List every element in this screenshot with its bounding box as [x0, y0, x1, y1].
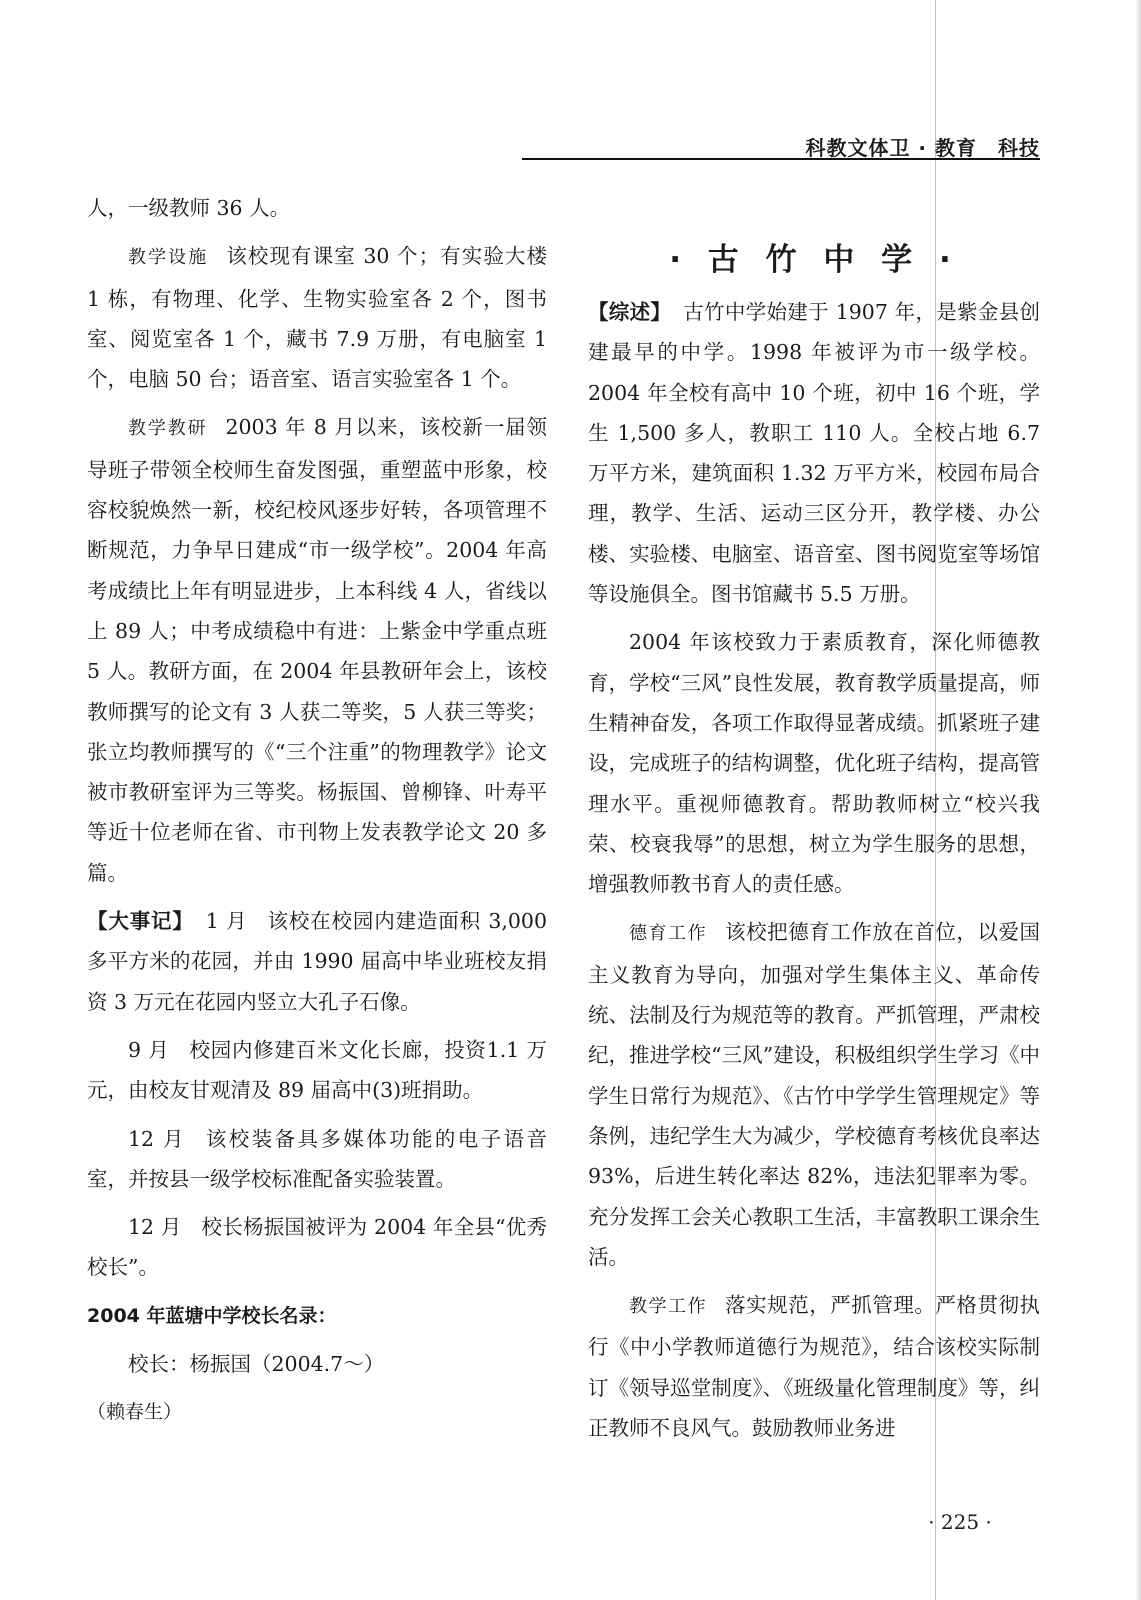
section-keyword: 教学教研: [128, 418, 208, 440]
paragraph-text: 校长杨振国被评为 2004 年全县“优秀校长”。: [87, 1215, 547, 1280]
event-month: 1 月: [205, 909, 248, 934]
paragraph: 2004 年该校致力于素质教育，深化师德教育，学校“三风”良性发展，教育教学质量提高，师生精神奋发，各项工作取得显著成绩。抓紧班子建设，完成班子的结构调整，优化班子结构，提高管理水平。重视师德教育。帮助教师树立“校兴我荣、校衰我辱”的思想，树立为学生服务的思想，增强教师教书育人的责任感。: [588, 630, 1040, 897]
paragraph-text: 落实规范，严抓管理。严格贯彻执行《中小学教师道德行为规范》，结合该校实际制订《领导巡堂制度》、《班级量化管理制度》等，纠正教师不良风气。鼓励教师业务进: [588, 1293, 1041, 1441]
paragraph-text: 该校装备具多媒体功能的电子语音室，并按县一级学校标准配备实验装置。: [87, 1126, 547, 1191]
section-bracket-heading: 【综述】: [588, 300, 672, 324]
paragraph-text: 校园内修建百米文化长廊，投资1.1 万元，由校友甘观清及 89 届高中(3)班捐助。: [87, 1037, 547, 1103]
section-keyword: 教学设施: [128, 247, 209, 269]
event-month: 12 月: [128, 1215, 182, 1240]
paragraph-text: 该校在校园内建造面积 3,000多平方米的花园，并由 1990 届高中毕业班校友捐资 3 万元在花园内竖立大孔子石像。: [87, 909, 548, 1014]
paragraph-events: [87, 901, 547, 1022]
paragraph-event: [87, 1207, 547, 1288]
running-header: 科教文体卫 · 教育 科技: [805, 136, 1040, 160]
paragraph-teaching-research: [87, 407, 547, 893]
paragraph-text: 古竹中学始建于 1907 年，是紫金县创建最早的中学。1998 年被评为市一级学校。2004 年全校有高中 10 个班，初中 16 个班，学生 1,500 多人，教职工 110 人。全校占地 6.7 万平方米，建筑面积 1.32 万平方米，校园布局合理，教学、生活、运动三区分开，教学楼、办公楼、实验楼、电脑室、语音室、图书阅览室等场馆等设施俱全。图书馆藏书 5.5 万册。: [588, 300, 1041, 607]
section-bracket-heading: 【大事记】: [87, 909, 194, 934]
event-month: 9 月: [128, 1037, 170, 1062]
paragraph-teaching-work: [588, 1285, 1040, 1448]
paragraph-overview: [588, 292, 1040, 614]
scan-page-edge: [1135, 0, 1141, 1600]
paragraph-text: 2003 年 8 月以来，该校新一届领导班子带领全校师生奋发图强，重塑蓝中形象，校容校貌焕然一新，校纪校风逐步好转，各项管理不断规范，力争早日建成“市一级学校”。2004 年高考成绩比上年有明显进步，上本科线 4 人，省线以上 89 人；中考成绩稳中有进：上紫金中学重点班 5 人。教研方面，在 2004 年县教研年会上，该校教师撰写的论文有 3 人获二等奖，5 人获三等奖；张立均教师撰写的《“三个注重”的物理教学》论文被市教研室评为三等奖。杨振国、曾柳锋、叶寿平等近十位老师在省、市刊物上发表教学论文 20 多篇。: [87, 415, 547, 885]
right-column: [588, 292, 1040, 1456]
paragraph-teaching-facilities: [87, 236, 547, 399]
paragraph-text: 该校现有课室 30 个；有实验大楼 1 栋，有物理、化学、生物实验室各 2 个，图书室、阅览室各 1 个，藏书 7.9 万册，有电脑室 1 个，电脑 50 台；语音室、语言实验室各 1 个。: [87, 244, 547, 392]
paragraph-moral-education: [588, 912, 1040, 1277]
section-title: · 古 竹 中 学 ·: [669, 242, 959, 278]
paragraph: 人，一级教师 36 人。: [87, 196, 291, 220]
paragraph-event: [87, 1119, 547, 1200]
author-credit: （赖春生）: [87, 1401, 183, 1424]
event-month: 12 月: [128, 1126, 186, 1151]
principal-list-item: 校长：杨振国（2004.7～）: [128, 1352, 385, 1377]
section-keyword: 德育工作: [629, 923, 708, 945]
header-rule: [522, 158, 1040, 160]
page-number: · 225 ·: [928, 1510, 992, 1534]
principal-list-heading: 2004 年蓝塘中学校长名录：: [87, 1304, 337, 1327]
paragraph-text: 该校把德育工作放在首位，以爱国主义教育为导向，加强对学生集体主义、革命传统、法制及行为规范等的教育。严抓管理，严肃校纪，推进学校“三风”建设，积极组织学生学习《中学生日常行为规范》、《古竹中学学生管理规定》等条例，违纪学生大为减少，学校德育考核优良率达 93%，后进生转化率达 82%，违法犯罪率为零。充分发挥工会关心教职工生活，丰富教职工课余生活。: [588, 920, 1041, 1269]
left-column: [87, 188, 547, 1441]
section-keyword: 教学工作: [629, 1296, 708, 1318]
paragraph-event: [87, 1030, 547, 1111]
